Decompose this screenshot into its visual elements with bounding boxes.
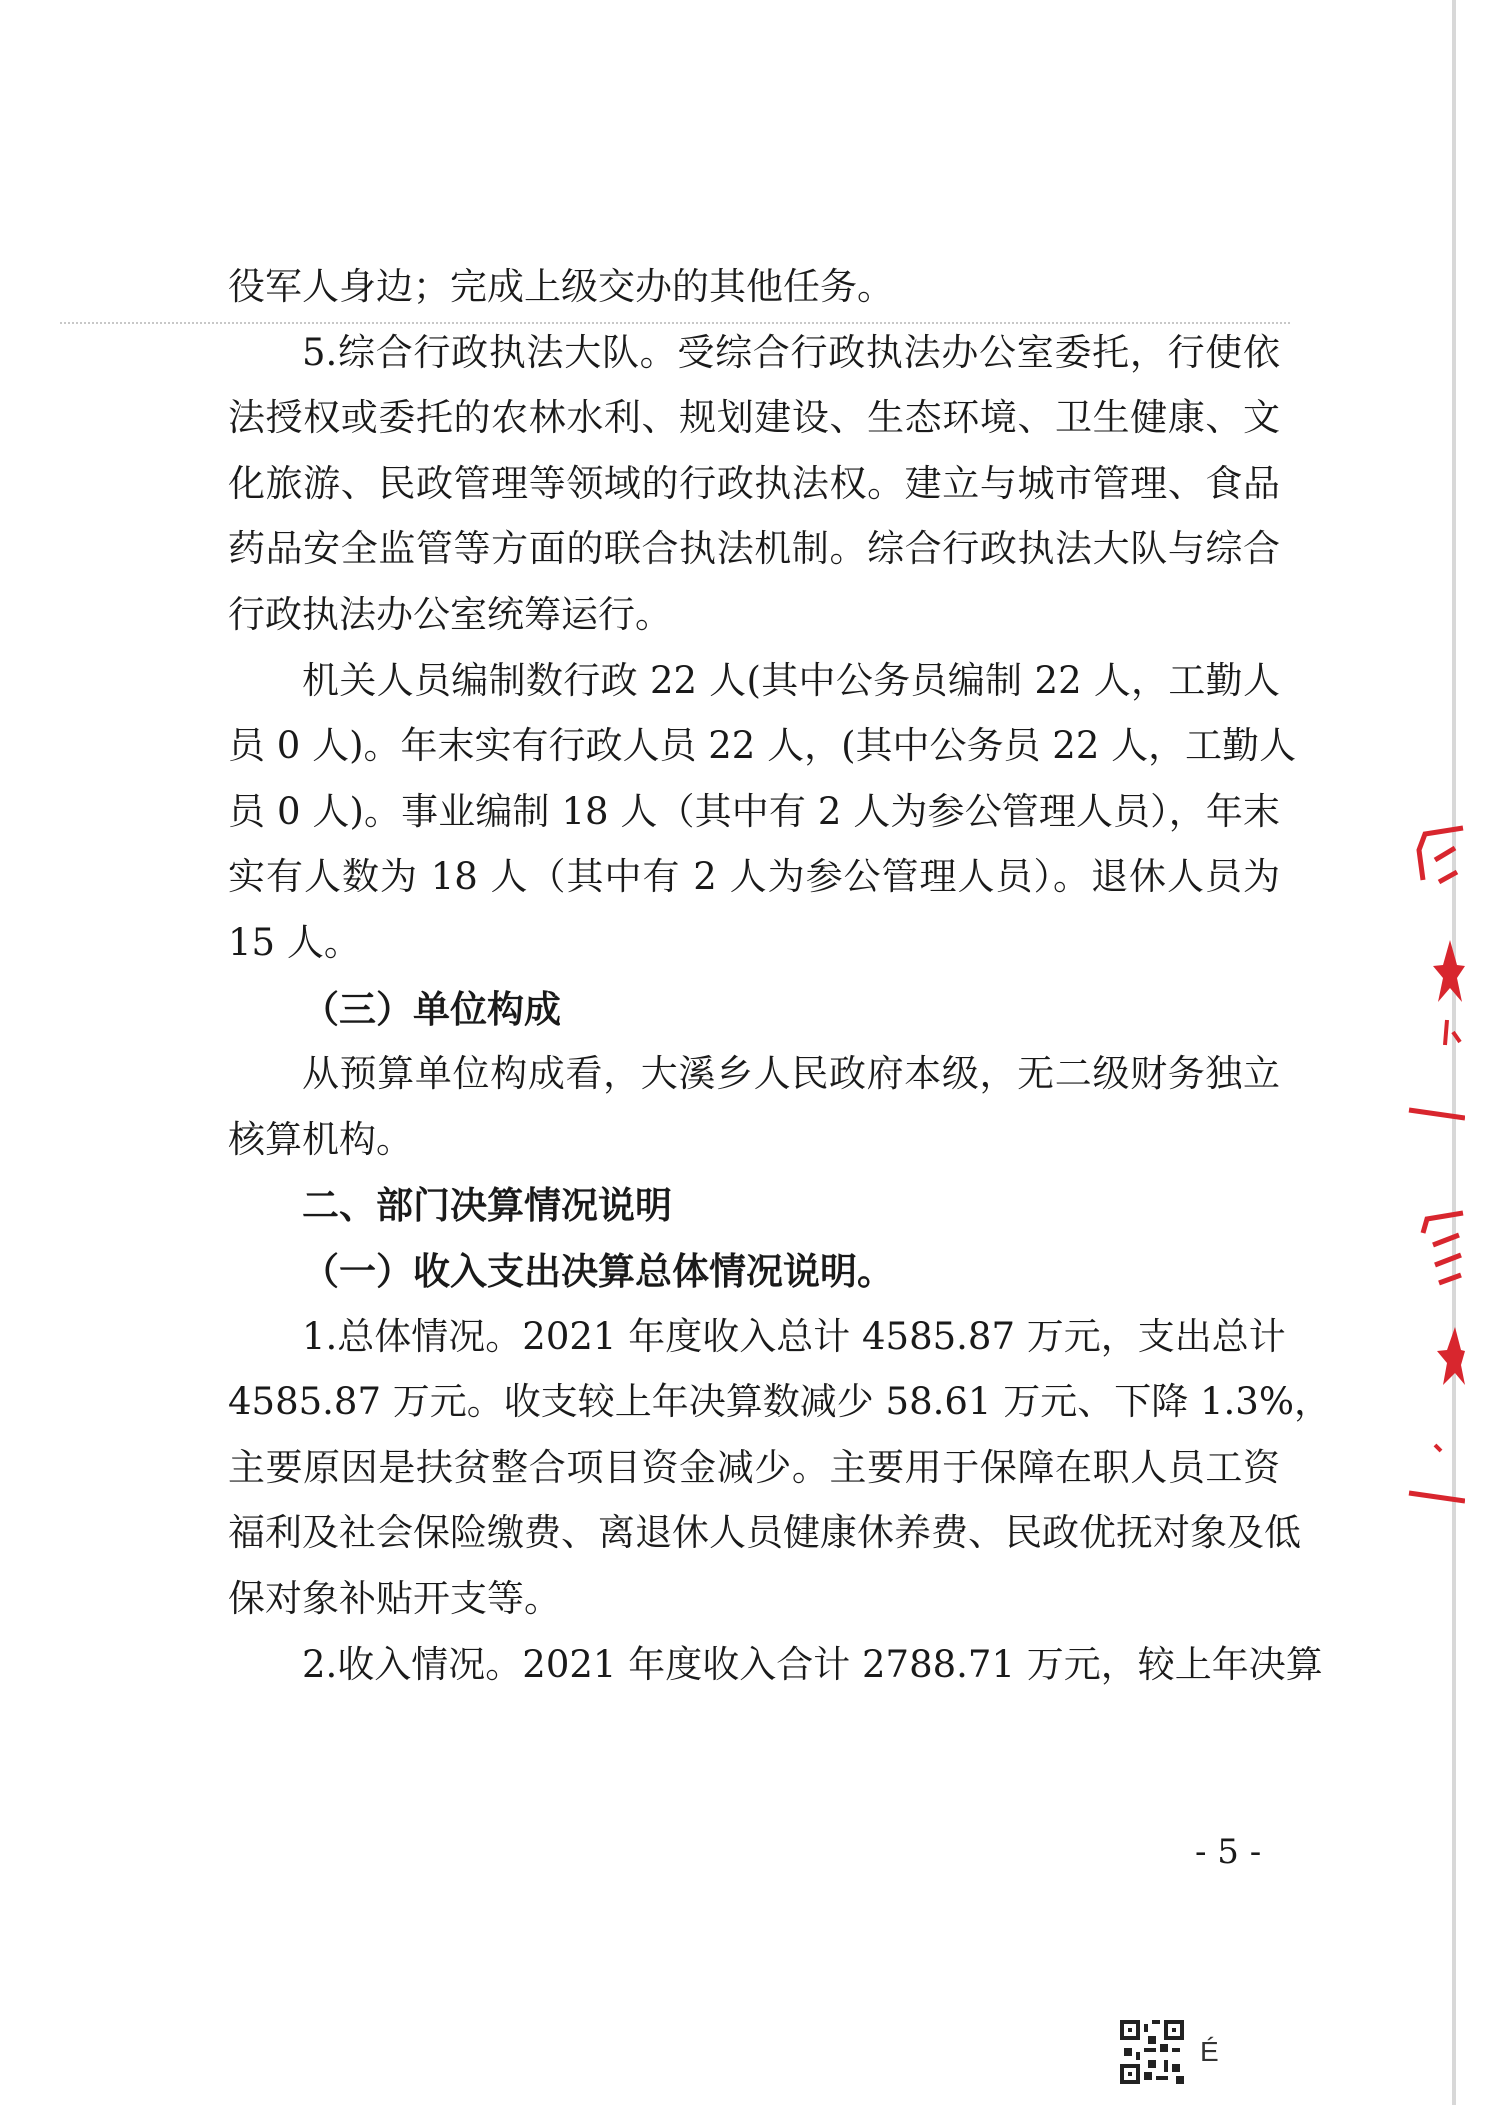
text-line: 行政执法办公室统筹运行。	[228, 593, 672, 636]
text-line: 化旅游、民政管理等领域的行政执法权。建立与城市管理、食品	[228, 462, 1280, 505]
text-line: 法授权或委托的农林水利、规划建设、生态环境、卫生健康、文	[228, 396, 1280, 439]
text-line: 员 0 人)。事业编制 18 人（其中有 2 人为参公管理人员），年末	[228, 790, 1280, 833]
text-line: 药品安全监管等方面的联合执法机制。综合行政执法大队与综合	[228, 527, 1280, 570]
text-line: 员 0 人)。年末实有行政人员 22 人，(其中公务员 22 人，工勤人	[228, 724, 1297, 767]
text-line: 2.收入情况。2021 年度收入合计 2788.71 万元，较上年决算	[302, 1643, 1323, 1686]
text-line: 4585.87 万元。收支较上年决算数减少 58.61 万元、下降 1.3%，	[228, 1380, 1331, 1423]
text-line: 福利及社会保险缴费、离退休人员健康休养费、民政优抚对象及低	[228, 1511, 1301, 1554]
text-line: 5.综合行政执法大队。受综合行政执法办公室委托，行使依	[302, 331, 1280, 374]
text-line: 主要原因是扶贫整合项目资金减少。主要用于保障在职人员工资	[228, 1446, 1280, 1489]
official-seal-fragment-top	[1405, 820, 1465, 1130]
qr-mark-text: É	[1200, 2036, 1219, 2067]
text-line: 役军人身边；完成上级交办的其他任务。	[228, 265, 894, 308]
text-line: （一）收入支出决算总体情况说明。	[302, 1249, 894, 1293]
text-line: 15 人。	[228, 921, 361, 964]
text-line: 1.总体情况。2021 年度收入总计 4585.87 万元，支出总计	[302, 1315, 1286, 1358]
qr-code-icon	[1120, 2020, 1184, 2084]
official-seal-fragment-bottom	[1405, 1205, 1465, 1515]
scan-artifact-rule	[60, 322, 1290, 324]
text-line: 二、部门决算情况说明	[302, 1183, 672, 1227]
text-line: 实有人数为 18 人（其中有 2 人为参公管理人员）。退休人员为	[228, 855, 1280, 898]
text-line: 保对象补贴开支等。	[228, 1577, 561, 1620]
text-line: （三）单位构成	[302, 987, 561, 1031]
page-number: - 5 -	[1195, 1832, 1262, 1872]
text-line: 核算机构。	[228, 1118, 413, 1161]
text-line: 从预算单位构成看，大溪乡人民政府本级，无二级财务独立	[302, 1052, 1280, 1095]
text-line: 机关人员编制数行政 22 人(其中公务员编制 22 人，工勤人	[302, 659, 1280, 702]
